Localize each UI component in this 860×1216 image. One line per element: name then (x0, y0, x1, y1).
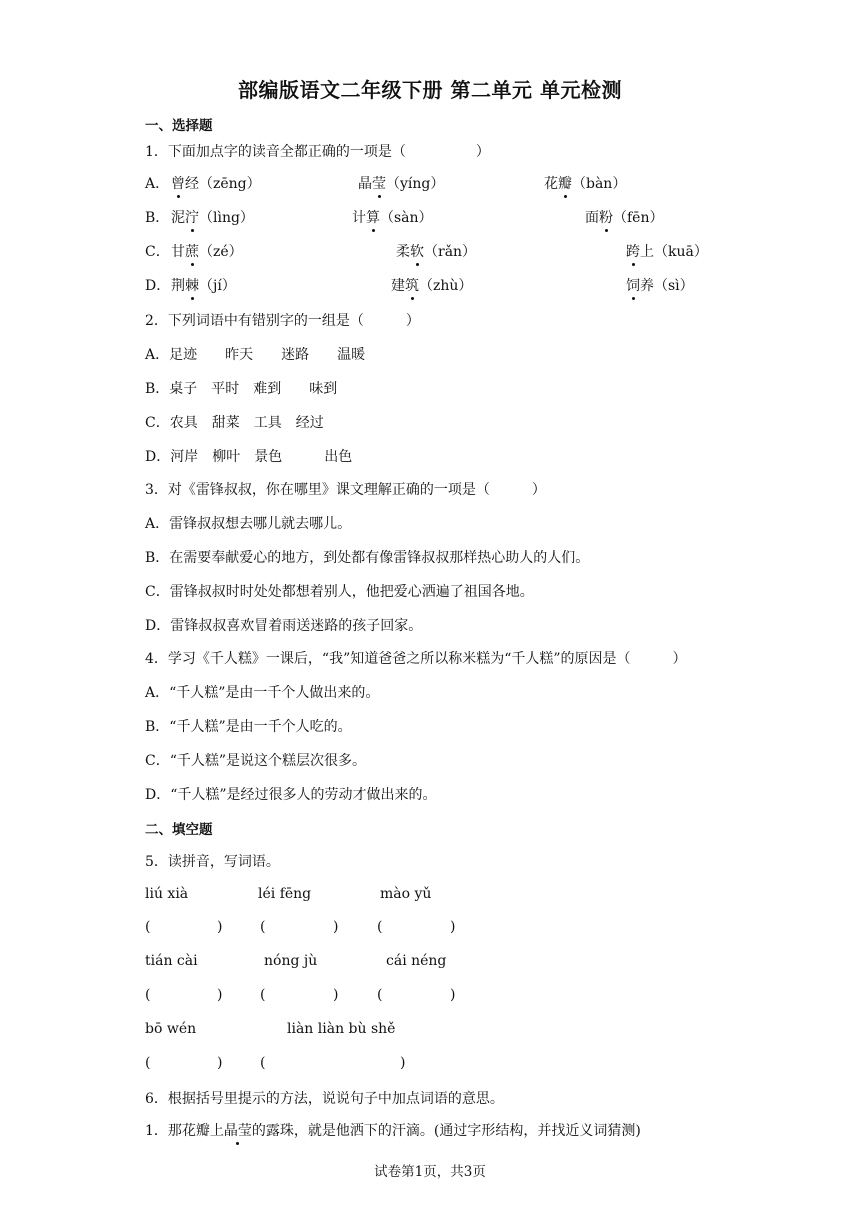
q3-option-c: C．雷锋叔叔时时处处都想着别人，他把爱心洒遍了祖国各地。 (145, 584, 534, 600)
section-heading-fill: 二、填空题 (145, 822, 213, 838)
answer-blank-open: ( (145, 987, 151, 1003)
q4-option-c: C．“千人糕”是说这个糕层次很多。 (145, 753, 367, 769)
q2-option-d: D．河岸 柳叶 景色 出色 (145, 449, 353, 465)
answer-blank-close: ) (333, 919, 339, 935)
answer-blank-open: ( (377, 919, 383, 935)
question-4-stem: 4．学习《千人糕》一课后，“我”知道爸爸之所以称米糕为“千人糕”的原因是（ ） (145, 651, 687, 667)
q3-option-a: A．雷锋叔叔想去哪儿就去哪儿。 (145, 516, 352, 532)
pinyin-lian-lian-bu-she: liàn liàn bù shě (287, 1021, 396, 1037)
q1-d-item-2: 建筑（zhù） (391, 275, 472, 295)
section-heading-choice: 一、选择题 (145, 118, 213, 134)
answer-blank-close: ) (217, 987, 223, 1003)
question-1-stem: 1．下面加点字的读音全都正确的一项是（ ） (145, 144, 490, 160)
q1-d-item-1: 荆棘（jí） (171, 275, 236, 295)
q1-c-item-1: 甘蔗（zé） (171, 241, 243, 261)
q1-d-item-3: 饲养（sì） (626, 275, 694, 295)
pinyin-liu-xia: liú xià (145, 886, 189, 902)
q1-option-a-label: A． (145, 176, 170, 192)
answer-blank-open: ( (260, 987, 266, 1003)
q1-c-item-3: 跨上（kuā） (626, 241, 708, 261)
answer-blank-open: ( (377, 987, 383, 1003)
page-footer: 试卷第1页，共3页 (374, 1164, 486, 1180)
q1-b-item-2: 计算（sàn） (352, 207, 433, 227)
answer-blank-open: ( (260, 1055, 266, 1071)
pinyin-bo-wen: bō wén (145, 1021, 197, 1037)
pinyin-tian-cai: tián cài (145, 953, 198, 969)
q1-a-item-1: 曾经（zēng） (171, 173, 261, 193)
answer-blank-close: ) (400, 1055, 406, 1071)
q2-option-b: B．桌子 平时 难到 味到 (145, 381, 338, 397)
question-6-stem: 6．根据括号里提示的方法，说说句子中加点词语的意思。 (145, 1091, 504, 1107)
q3-option-d: D．雷锋叔叔喜欢冒着雨送迷路的孩子回家。 (145, 618, 423, 634)
pinyin-lei-feng: léi fēng (258, 886, 312, 902)
answer-blank-open: ( (145, 1055, 151, 1071)
answer-blank-close: ) (333, 987, 339, 1003)
q1-option-c-label: C． (145, 244, 170, 260)
answer-blank-open: ( (260, 919, 266, 935)
answer-blank-close: ) (217, 919, 223, 935)
question-2-stem: 2．下列词语中有错别字的一组是（ ） (145, 313, 420, 329)
q2-option-a: A．足迹 昨天 迷路 温暖 (145, 347, 366, 363)
q2-option-c: C．农具 甜菜 工具 经过 (145, 415, 324, 431)
question-6-item-1: 1．那花瓣上晶莹的露珠，就是他洒下的汗滴。(通过字形结构，并找近义词猜测) (145, 1120, 641, 1140)
q1-b-item-3: 面粉（fēn） (585, 207, 663, 227)
pinyin-nong-ju: nóng jù (264, 953, 318, 969)
q1-option-d-label: D． (145, 278, 171, 294)
q1-b-item-1: 泥泞（lìng） (171, 207, 254, 227)
q1-option-b-label: B． (145, 210, 170, 226)
pinyin-cai-neng: cái néng (386, 953, 447, 969)
answer-blank-close: ) (450, 987, 456, 1003)
q4-option-a: A．“千人糕”是由一千个人做出来的。 (145, 685, 380, 701)
answer-blank-close: ) (450, 919, 456, 935)
question-3-stem: 3．对《雷锋叔叔，你在哪里》课文理解正确的一项是（ ） (145, 482, 546, 498)
question-5-stem: 5．读拼音，写词语。 (145, 854, 280, 870)
q4-option-d: D．“千人糕”是经过很多人的劳动才做出来的。 (145, 787, 437, 803)
q4-option-b: B．“千人糕”是由一千个人吃的。 (145, 719, 352, 735)
q1-a-item-2: 晶莹（yíng） (358, 173, 444, 193)
q1-a-item-3: 花瓣（bàn） (544, 173, 626, 193)
answer-blank-close: ) (217, 1055, 223, 1071)
q3-option-b: B．在需要奉献爱心的地方，到处都有像雷锋叔叔那样热心助人的人们。 (145, 550, 590, 566)
pinyin-mao-yu: mào yǔ (380, 886, 432, 902)
page-title: 部编版语文二年级下册 第二单元 单元检测 (238, 78, 622, 102)
q1-c-item-2: 柔软（rǎn） (396, 241, 476, 261)
answer-blank-open: ( (145, 919, 151, 935)
